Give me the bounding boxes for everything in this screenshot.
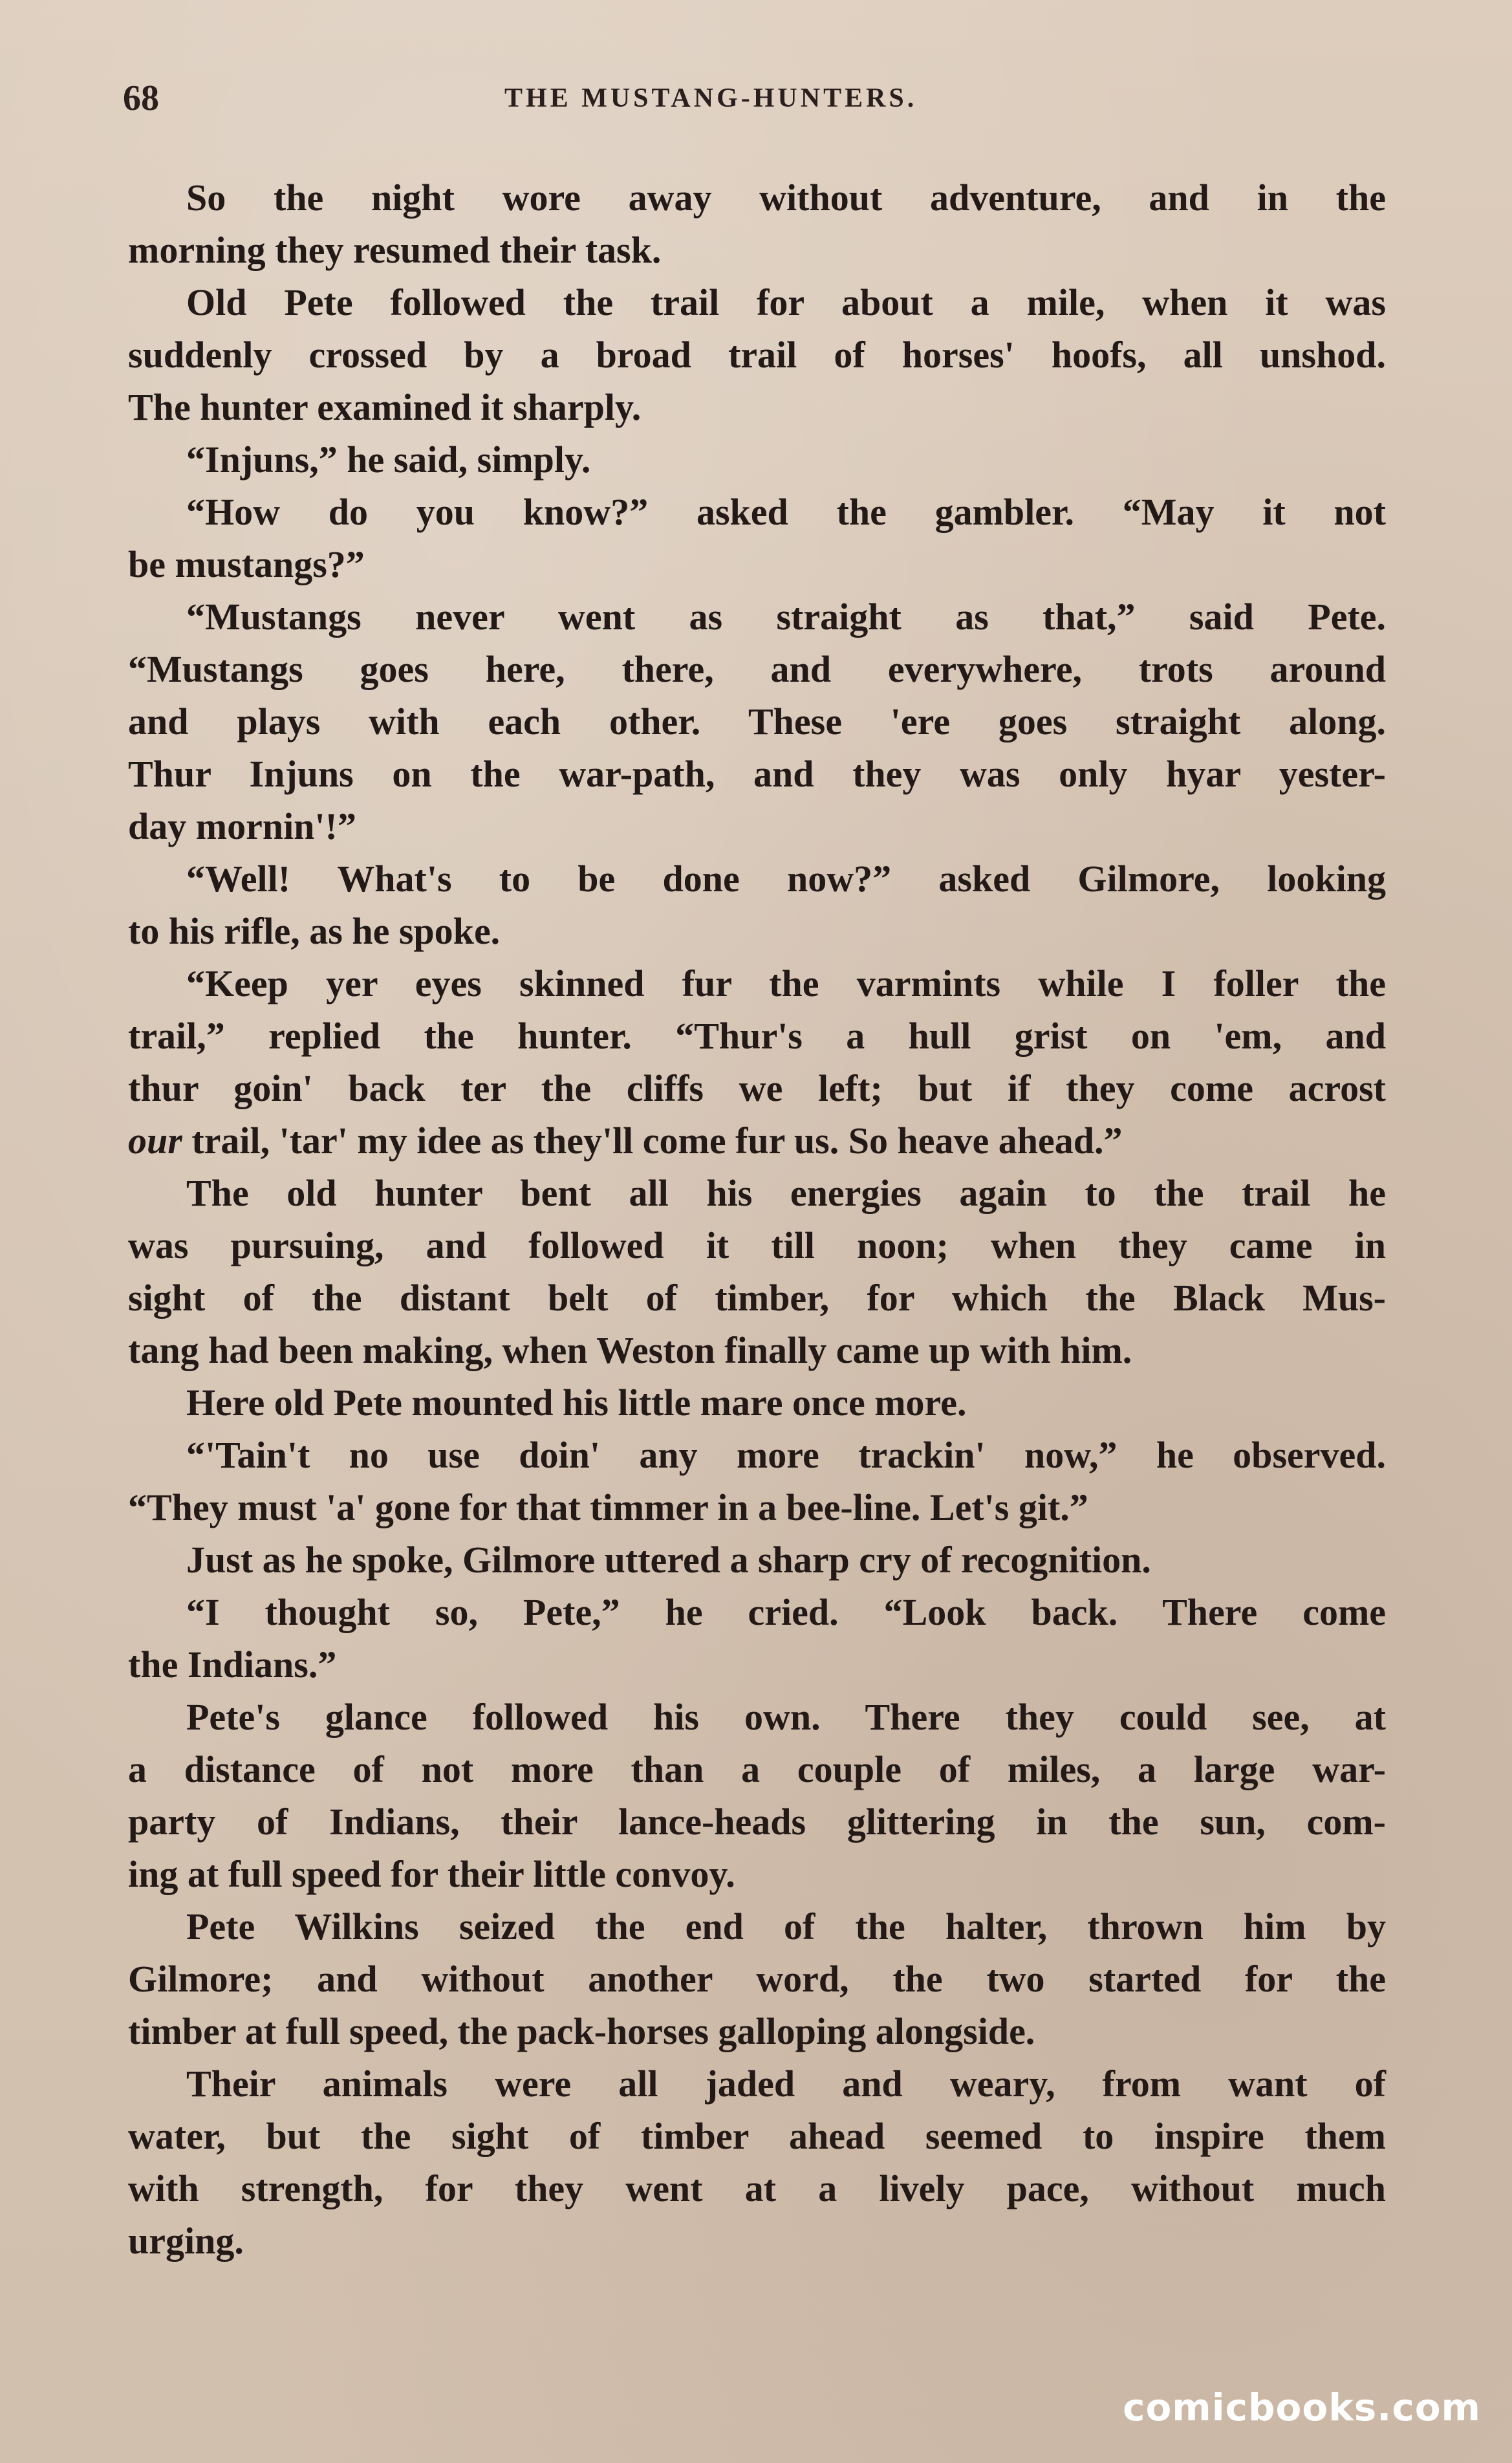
text-line: “Injuns,” he said, simply. — [186, 439, 591, 481]
text-line: thur goin' back ter the cliffs we left; but if they come acrost — [128, 1067, 1386, 1109]
page-number: 68 — [123, 78, 159, 118]
text-line: urging. — [128, 2220, 244, 2262]
text-line: Here old Pete mounted his little mare once more. — [186, 1382, 967, 1424]
text-line: Just as he spoke, Gilmore uttered a sharp cry of recognition. — [186, 1539, 1151, 1581]
text-line: “Well! What's to be done now?” asked Gilmore, looking — [186, 858, 1386, 900]
text-line: sight of the distant belt of timber, for which the Black Mus- — [128, 1277, 1386, 1319]
text-line: ing at full speed for their little convoy. — [128, 1853, 735, 1895]
text-line: “'Tain't no use doin' any more trackin' now,” he observed. — [186, 1434, 1386, 1476]
text-line: party of Indians, their lance-heads glittering in the sun, com- — [128, 1801, 1386, 1843]
text-line: trail,” replied the hunter. “Thur's a hull grist on 'em, and — [128, 1015, 1386, 1057]
text-line: suddenly crossed by a broad trail of horses' hoofs, all unshod. — [128, 334, 1386, 376]
text-line: Their animals were all jaded and weary, from want of — [186, 2063, 1386, 2105]
text-line: to his rifle, as he spoke. — [128, 910, 501, 952]
text-line: Old Pete followed the trail for about a mile, when it was — [186, 281, 1386, 323]
text-line: “Mustangs goes here, there, and everywhere, trots around — [128, 648, 1386, 690]
emphasis-word: our — [128, 1120, 182, 1162]
text-line: Pete's glance followed his own. There they could see, at — [186, 1696, 1386, 1738]
text-line: The old hunter bent all his energies again to the trail he — [186, 1172, 1386, 1214]
text-line: Gilmore; and without another word, the two started for the — [128, 1958, 1386, 2000]
text-line: Pete Wilkins seized the end of the halter, thrown him by — [186, 1905, 1386, 1948]
text-line: “Mustangs never went as straight as that,” said Pete. — [186, 596, 1386, 638]
text-line: was pursuing, and followed it till noon; when they came in — [128, 1224, 1386, 1266]
text-line: timber at full speed, the pack-horses galloping alongside. — [128, 2010, 1035, 2052]
body-text — [128, 171, 1386, 2267]
text-line: morning they resumed their task. — [128, 229, 662, 271]
text-line: The hunter examined it sharply. — [128, 386, 642, 428]
text-line: “They must 'a' gone for that timmer in a bee-line. Let's git.” — [128, 1486, 1088, 1528]
text-line: “How do you know?” asked the gambler. “May it not — [186, 491, 1386, 533]
text-line: with strength, for they went at a lively pace, without much — [128, 2167, 1386, 2209]
text-line: the Indians.” — [128, 1644, 337, 1686]
text-line: Thur Injuns on the war-path, and they was only hyar yester- — [128, 753, 1386, 795]
text-line: a distance of not more than a couple of miles, a large war- — [128, 1748, 1386, 1790]
text-line: our trail, 'tar' my idee as they'll come fur us. So heave ahead.” — [128, 1120, 1123, 1162]
text-line: water, but the sight of timber ahead seemed to inspire them — [128, 2115, 1386, 2157]
watermark: comicbooks.com — [1123, 2385, 1481, 2429]
text-line: be mustangs?” — [128, 543, 365, 585]
text-line: tang had been making, when Weston finally came up with him. — [128, 1329, 1132, 1371]
text-line: and plays with each other. These 'ere goes straight along. — [128, 700, 1386, 743]
text-line: day mornin'!” — [128, 805, 356, 847]
running-title: THE MUSTANG-HUNTERS. — [504, 83, 918, 113]
text-line: “I thought so, Pete,” he cried. “Look back. There come — [186, 1591, 1386, 1633]
text-line: So the night wore away without adventure, and in the — [186, 177, 1386, 219]
text-line: “Keep yer eyes skinned fur the varmints while I foller the — [186, 962, 1386, 1004]
